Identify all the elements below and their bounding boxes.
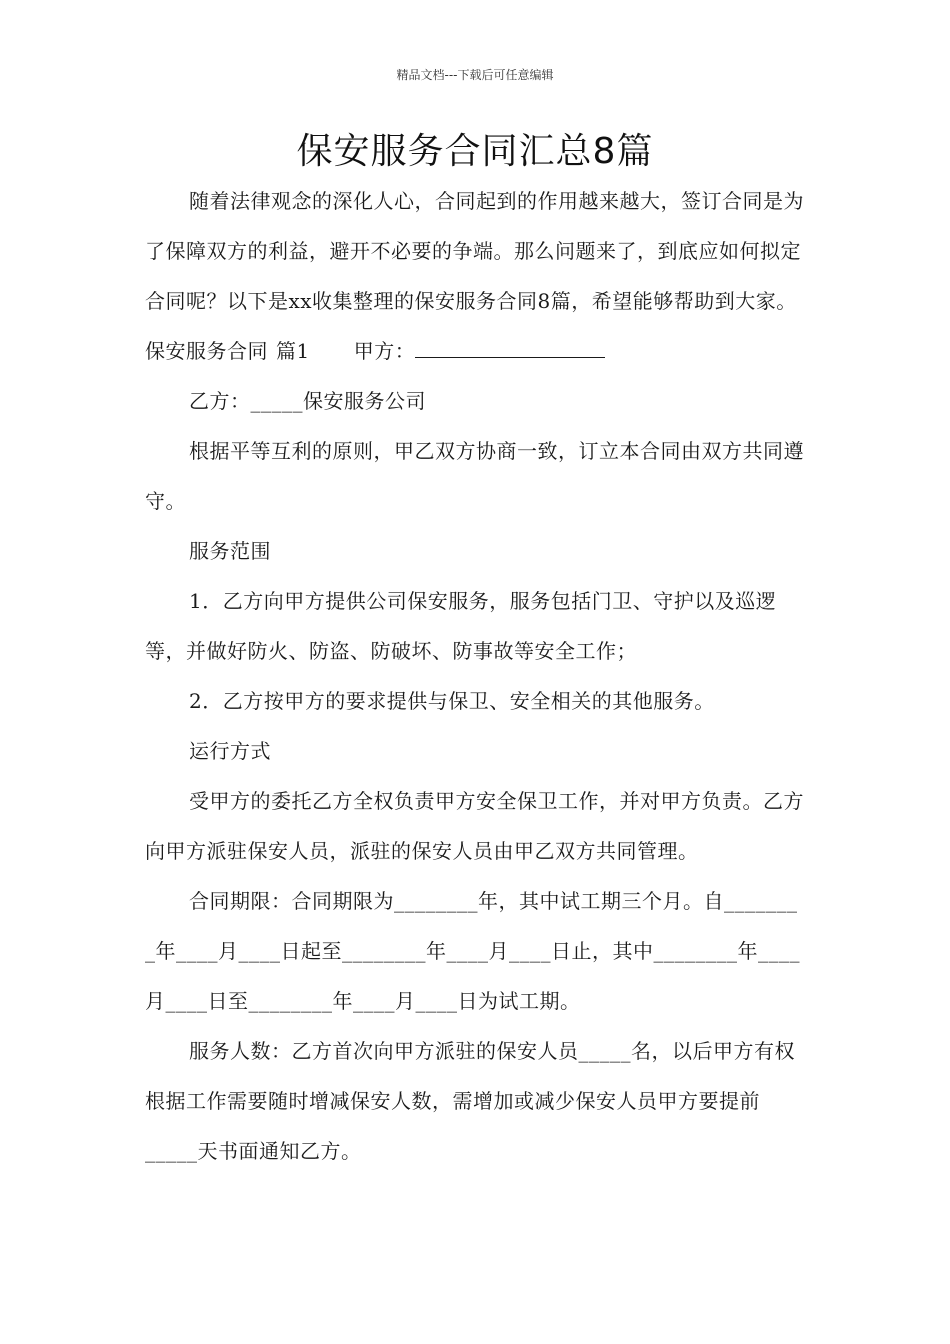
headcount-paragraph: 服务人数：乙方首次向甲方派驻的保安人员_____名，以后甲方有权根据工作需要随时增减保安人数，需增加或减少保安人员甲方要提前_____天书面通知乙方。 — [145, 1039, 795, 1163]
section-number: 篇1 — [276, 339, 310, 363]
section-line — [145, 326, 807, 376]
party-a-label: 甲方： — [353, 339, 416, 363]
header-note: 精品文档---下载后可任意编辑 — [396, 68, 554, 82]
document-body — [145, 176, 807, 1176]
service-item-2: 2．乙方按甲方的要求提供与保卫、安全相关的其他服务。 — [189, 689, 715, 713]
section-label: 保安服务合同 — [145, 339, 268, 363]
operation-paragraph: 受甲方的委托乙方全权负责甲方安全保卫工作，并对甲方负责。乙方向甲方派驻保安人员，派驻的保安人员由甲乙双方共同管理。 — [145, 789, 804, 863]
service-scope-heading: 服务范围 — [189, 539, 271, 563]
principle-paragraph: 根据平等互利的原则，甲乙双方协商一致，订立本合同由双方共同遵守。 — [145, 439, 804, 513]
service-item-1: 1．乙方向甲方提供公司保安服务，服务包括门卫、守护以及巡逻等，并做好防火、防盗、防破坏、防事故等安全工作； — [145, 589, 777, 663]
term-paragraph: 合同期限：合同期限为________年，其中试工期三个月。自________年____月____日起至________年____月____日止，其中________年____月____日至________年____月____日为试工期。 — [145, 889, 800, 1013]
document-title: 保安服务合同汇总8篇 — [296, 131, 654, 172]
party-a-blank — [415, 339, 605, 358]
intro-paragraph: 随着法律观念的深化人心，合同起到的作用越来越大，签订合同是为了保障双方的利益，避开不必要的争端。那么问题来了，到底应如何拟定合同呢？以下是xx收集整理的保安服务合同8篇，希望能够帮助到大家。 — [145, 189, 804, 313]
operation-heading: 运行方式 — [189, 739, 271, 763]
party-b-line: 乙方：_____保安服务公司 — [189, 389, 426, 413]
